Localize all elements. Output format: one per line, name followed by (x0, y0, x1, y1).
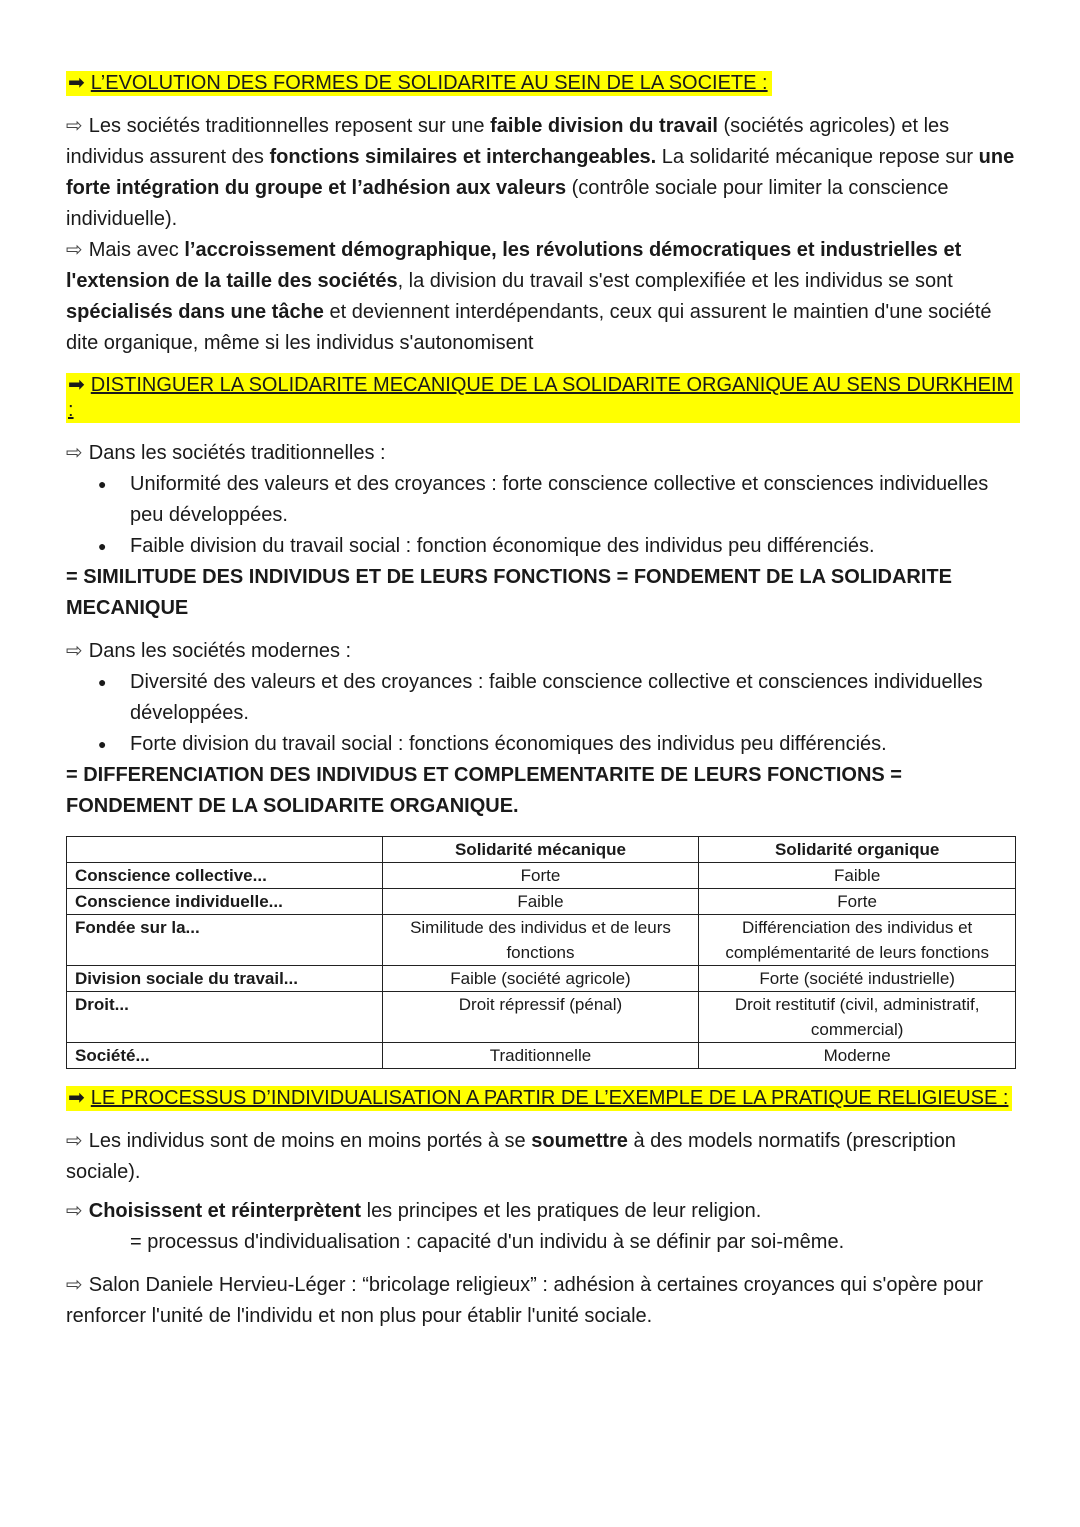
white-right-arrow-icon: ⇨ (66, 115, 83, 137)
white-right-arrow-icon: ⇨ (66, 239, 83, 261)
table-cell-label: Société... (67, 1043, 383, 1069)
bullet-list-modern (66, 667, 1020, 760)
heading-text: DISTINGUER LA SOLIDARITE MECANIQUE DE LA SOLIDARITE ORGANIQUE AU SENS DURKHEIM : (68, 374, 1014, 421)
table-header: Solidarité organique (699, 837, 1016, 863)
paragraph: ⇨ Les sociétés traditionnelles reposent sur une faible division du travail (sociétés agricoles) et les individus assurent des fonctions similaires et interchangeables. La solidarité mécanique repose sur une forte intégration du groupe et l’adhésion aux valeurs (contrôle sociale pour limiter la conscience individuelle). (66, 115, 1015, 230)
table-header-row (67, 837, 1016, 863)
white-right-arrow-icon: ⇨ (66, 442, 83, 464)
table-cell-label: Conscience individuelle... (67, 889, 383, 915)
table-row (67, 966, 1016, 992)
white-right-arrow-icon: ⇨ (66, 1200, 83, 1222)
list-item: ● Forte division du travail social : fonctions économiques des individus peu différenciés. (66, 729, 1020, 760)
table-cell: Droit répressif (pénal) (382, 992, 699, 1043)
section-distinguer (66, 373, 1020, 1069)
heavy-right-arrow-icon: ➡ (68, 374, 85, 396)
table-row (67, 992, 1016, 1043)
list-item: ● Diversité des valeurs et des croyances : faible conscience collective et consciences individuelles développées. (66, 667, 1020, 729)
section-heading (66, 373, 1020, 423)
conclusion-mecanique: = SIMILITUDE DES INDIVIDUS ET DE LEURS FONCTIONS = FONDEMENT DE LA SOLIDARITE MECANIQUE (66, 566, 952, 619)
comparison-table (66, 836, 1016, 1069)
section-heading (66, 1086, 1012, 1111)
table-cell: Forte (382, 863, 699, 889)
section-heading (66, 71, 772, 96)
table-cell-label: Conscience collective... (67, 863, 383, 889)
table-row (67, 863, 1016, 889)
subheading-modern: ⇨ Dans les sociétés modernes : (66, 640, 352, 662)
paragraph: ⇨ Salon Daniele Hervieu-Léger : “bricolage religieux” : adhésion à certaines croyances qui s'opère pour renforcer l'unité de l'individu et non plus pour établir l'unité sociale. (66, 1274, 984, 1327)
paragraph: ⇨ Mais avec l’accroissement démographique, les révolutions démocratiques et industrielles et l'extension de la taille des sociétés, la division du travail s'est complexifiée et les individus se sont spécialisés dans une tâche et deviennent interdépendants, ceux qui assurent le maintien d'une société dite organique, même si les individus s'autonomisent (66, 239, 992, 354)
bullet-list-traditional (66, 469, 1020, 562)
table-cell: Forte (société industrielle) (699, 966, 1016, 992)
table-row (67, 915, 1016, 966)
heavy-right-arrow-icon: ➡ (68, 1087, 85, 1109)
table-cell-label: Fondée sur la... (67, 915, 383, 966)
table-cell: Faible (société agricole) (382, 966, 699, 992)
paragraph: ⇨ Choisissent et réinterprètent les principes et les pratiques de leur religion. (66, 1200, 762, 1222)
table-cell: Traditionnelle (382, 1043, 699, 1069)
table-cell: Droit restitutif (civil, administratif, commercial) (699, 992, 1016, 1043)
section-evolution (66, 68, 1020, 359)
table-cell-label: Division sociale du travail... (67, 966, 383, 992)
table-row (67, 1043, 1016, 1069)
table-cell-label: Droit... (67, 992, 383, 1043)
list-item: ● Faible division du travail social : fonction économique des individus peu différenciés. (66, 531, 1020, 562)
white-right-arrow-icon: ⇨ (66, 1130, 83, 1152)
table-row (67, 889, 1016, 915)
heavy-right-arrow-icon: ➡ (68, 72, 85, 94)
definition-line: = processus d'individualisation : capacité d'un individu à se définir par soi-même. (130, 1231, 845, 1253)
table-cell: Faible (382, 889, 699, 915)
white-right-arrow-icon: ⇨ (66, 1274, 83, 1296)
subheading-traditional: ⇨ Dans les sociétés traditionnelles : (66, 442, 386, 464)
table-header (67, 837, 383, 863)
paragraph: ⇨ Les individus sont de moins en moins portés à se soumettre à des models normatifs (prescription sociale). (66, 1130, 956, 1183)
table-header: Solidarité mécanique (382, 837, 699, 863)
conclusion-organique: = DIFFERENCIATION DES INDIVIDUS ET COMPLEMENTARITE DE LEURS FONCTIONS = FONDEMENT DE LA SOLIDARITE ORGANIQUE. (66, 764, 902, 817)
white-right-arrow-icon: ⇨ (66, 640, 83, 662)
heading-text: L’EVOLUTION DES FORMES DE SOLIDARITE AU SEIN DE LA SOCIETE : (90, 72, 768, 94)
table-cell: Moderne (699, 1043, 1016, 1069)
section-individualisation (66, 1083, 1020, 1332)
table-cell: Similitude des individus et de leurs fonctions (382, 915, 699, 966)
heading-text: LE PROCESSUS D’INDIVIDUALISATION A PARTIR DE L’EXEMPLE DE LA PRATIQUE RELIGIEUSE : (90, 1087, 1009, 1109)
table-cell: Faible (699, 863, 1016, 889)
table-cell: Différenciation des individus et complémentarité de leurs fonctions (699, 915, 1016, 966)
table-cell: Forte (699, 889, 1016, 915)
list-item: ● Uniformité des valeurs et des croyances : forte conscience collective et consciences individuelles peu développées. (66, 469, 1020, 531)
